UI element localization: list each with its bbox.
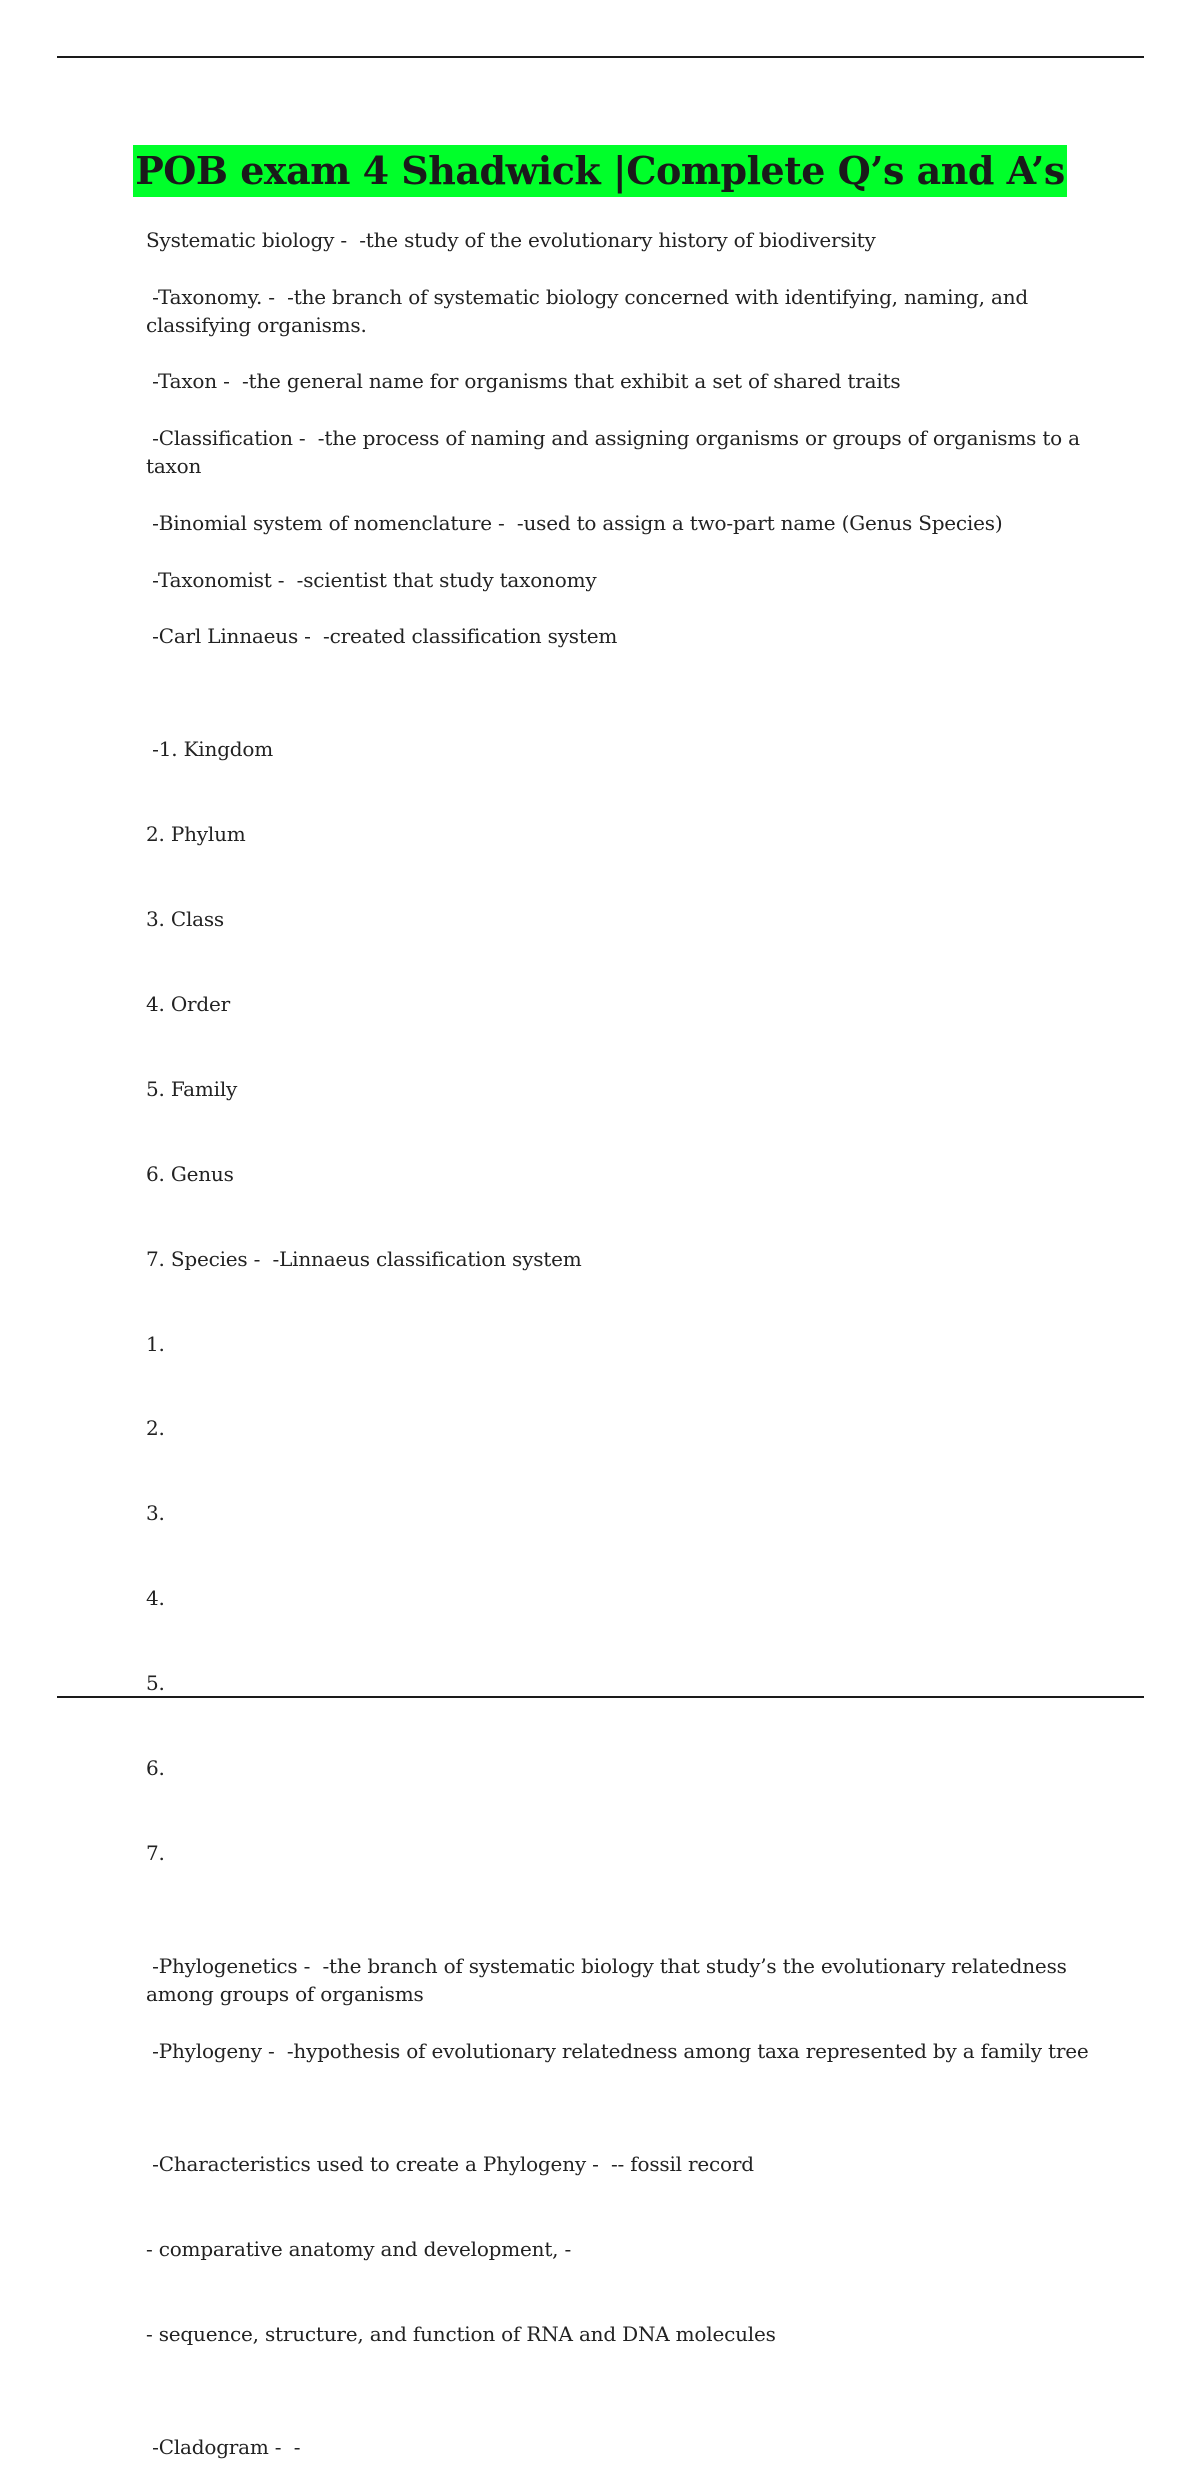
qa-entry bbox=[146, 367, 1096, 395]
list-line: 5. bbox=[146, 1671, 165, 1696]
entry-term: -Binomial system of nomenclature - bbox=[146, 510, 511, 535]
entry-term: -Cladogram - bbox=[146, 2435, 288, 2460]
top-rule bbox=[57, 56, 1144, 58]
document-body bbox=[146, 226, 1096, 2490]
entry-term: -Classification - bbox=[146, 426, 312, 451]
list-line: 4. Order bbox=[146, 992, 230, 1017]
characteristics-entry bbox=[146, 2094, 1096, 2405]
title-block bbox=[0, 145, 1200, 197]
qa-entry bbox=[146, 424, 1096, 481]
characteristics-line: - sequence, structure, and function of RNA and DNA molecules bbox=[146, 2321, 776, 2346]
entry-definition: -the study of the evolutionary history of biodiversity bbox=[353, 228, 876, 252]
list-line: 6. bbox=[146, 1756, 165, 1781]
list-line: 3. bbox=[146, 1501, 165, 1526]
list-line: 6. Genus bbox=[146, 1161, 234, 1186]
qa-entry bbox=[146, 283, 1096, 340]
qa-entry bbox=[146, 1952, 1096, 2009]
classification-list-entry bbox=[146, 679, 1096, 1924]
entry-definition: -created classification system bbox=[316, 624, 618, 649]
list-line: 2. bbox=[146, 1416, 165, 1441]
qa-entry bbox=[146, 509, 1096, 537]
entry-definition: -used to assign a two-part name (Genus Species) bbox=[510, 510, 1003, 535]
entry-term: -Carl Linnaeus - bbox=[146, 624, 317, 649]
list-line: 2. Phylum bbox=[146, 822, 246, 847]
qa-entry bbox=[146, 2433, 1096, 2461]
entry-term: -Phylogenetics - bbox=[146, 1954, 317, 1979]
list-line: 4. bbox=[146, 1586, 165, 1611]
entry-term: Systematic biology - bbox=[146, 228, 354, 252]
entry-definition: -scientist that study taxonomy bbox=[290, 567, 597, 592]
entry-definition: -the branch of systematic biology concerned with identifying, naming, and classifying organisms. bbox=[146, 284, 1035, 337]
entry-definition: -the process of naming and assigning organisms or groups of organisms to a taxon bbox=[146, 426, 1087, 479]
list-line: 7. bbox=[146, 1840, 165, 1865]
document-title: POB exam 4 Shadwick |Complete Q’s and A’s bbox=[133, 145, 1067, 197]
entry-term: -Taxon - bbox=[146, 369, 236, 394]
list-line: 5. Family bbox=[146, 1076, 238, 1101]
bottom-rule bbox=[57, 1696, 1144, 1698]
characteristics-line: -Characteristics used to create a Phylogeny - -- fossil record bbox=[146, 2152, 754, 2177]
list-line: 1. bbox=[146, 1331, 165, 1356]
entry-definition: -the general name for organisms that exhibit a set of shared traits bbox=[235, 369, 901, 394]
qa-entry bbox=[146, 2037, 1096, 2065]
entry-term: -Phylogeny - bbox=[146, 2039, 281, 2063]
qa-entry bbox=[146, 622, 1096, 650]
entry-definition: -the branch of systematic biology that study’s the evolutionary relatedness among groups of organisms bbox=[146, 1954, 1073, 2007]
characteristics-line: - comparative anatomy and development, - bbox=[146, 2237, 572, 2262]
entry-term: -Taxonomy. - bbox=[146, 284, 282, 309]
entry-definition: - bbox=[287, 2435, 301, 2460]
list-line: 3. Class bbox=[146, 907, 224, 932]
entry-term: -Taxonomist - bbox=[146, 567, 291, 592]
list-line: 7. Species - -Linnaeus classification system bbox=[146, 1246, 582, 1271]
list-line: -1. Kingdom bbox=[146, 737, 273, 762]
qa-entry bbox=[146, 226, 1096, 254]
qa-entry bbox=[146, 566, 1096, 594]
entry-definition: -hypothesis of evolutionary relatedness among taxa represented by a family tree bbox=[280, 2039, 1089, 2063]
